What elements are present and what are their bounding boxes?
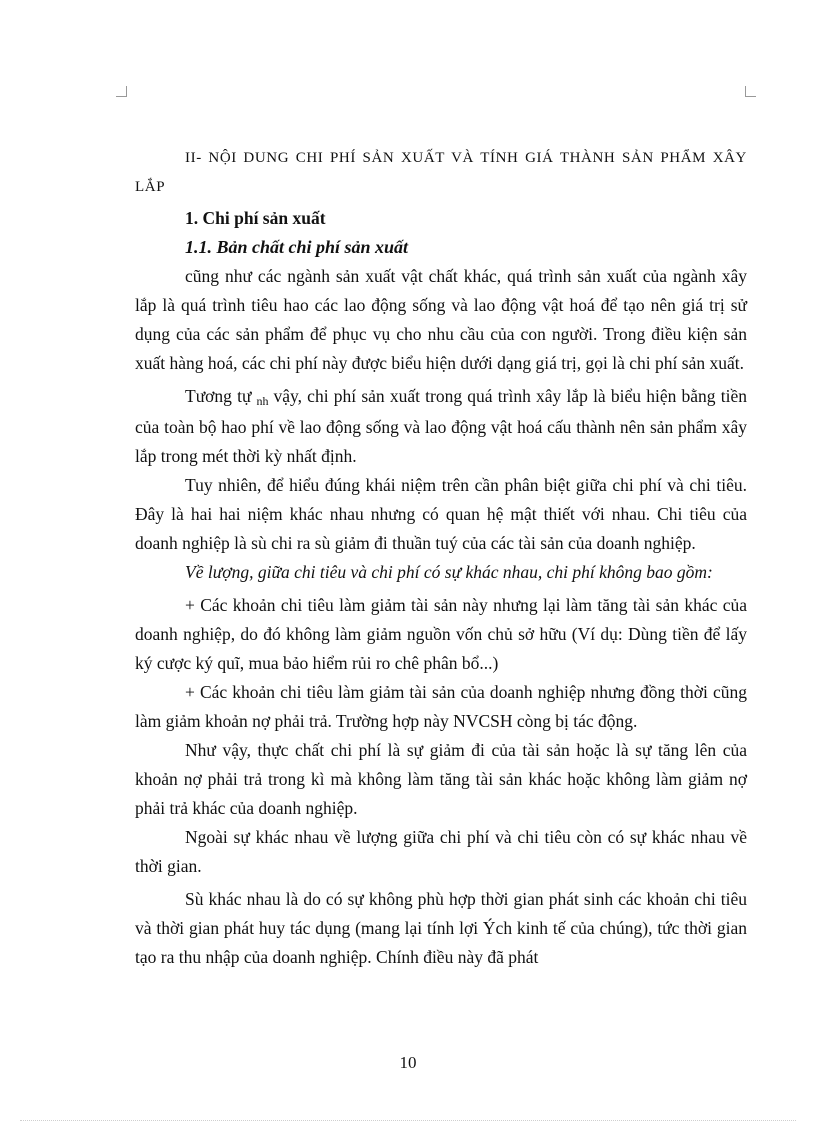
paragraph-9: Sù khác nhau là do có sự không phù hợp thời gian phát sinh các khoản chi tiêu và thời gian phát huy tác dụng (mang lại tính lợi Ých kinh tế của chúng), tức thời gian tạo ra thu nhập của doanh nghiệp. Chính điều này đã phát — [135, 889, 747, 967]
page-bottom-divider — [20, 1120, 796, 1121]
section-heading: II- NỘI DUNG CHI PHÍ SẢN XUẤT VÀ TÍNH GIÁ THÀNH SẢN PHẨM XÂY LẮP — [135, 150, 747, 195]
paragraph-6-bullet: + Các khoản chi tiêu làm giảm tài sản của doanh nghiệp nhưng đồng thời cũng làm giảm khoản nợ phải trả. Trường hợp này NVCSH còng bị tác động. — [135, 682, 747, 731]
paragraph-1: cũng như các ngành sản xuất vật chất khác, quá trình sản xuất của ngành xây lắp là quá trình tiêu hao các lao động sống và lao động vật hoá để tạo nên giá trị sử dụng của các sản phẩm để phục vụ cho nhu cầu của con người. Trong điều kiện sản xuất hàng hoá, các chi phí này được biểu hiện dưới dạng giá trị, gọi là chi phí sản xuất. — [135, 266, 747, 373]
paragraph-2-rest: vậy, chi phí sản xuất trong quá trình xây lắp là biểu hiện bằng tiền của toàn bộ hao phí về lao động sống và lao động vật hoá cấu thành nên sản phẩm xây lắp trong mét thời kỳ nhất định. — [135, 386, 747, 466]
heading-chi-phi-san-xuat: 1. Chi phí sản xuất — [185, 208, 326, 228]
paragraph-2-start: Tương tự — [185, 386, 252, 406]
crop-mark-top-right — [745, 86, 756, 97]
paragraph-2-fragment: nh — [256, 394, 269, 408]
paragraph-8: Ngoài sự khác nhau về lượng giữa chi phí và chi tiêu còn có sự khác nhau về thời gian. — [135, 827, 747, 876]
heading-ban-chat-chi-phi: 1.1. Bản chất chi phí sản xuất — [185, 237, 409, 257]
paragraph-4-italic: Về lượng, giữa chi tiêu và chi phí có sự khác nhau, chi phí không bao gồm: — [185, 562, 713, 582]
paragraph-7: Như vậy, thực chất chi phí là sự giảm đi của tài sản hoặc là sự tăng lên của khoản nợ phải trả trong kì mà không làm tăng tài sản khác hoặc không làm giảm nợ phải trả khác của doanh nghiệp. — [135, 740, 747, 818]
page-body — [135, 144, 747, 972]
paragraph-3: Tuy nhiên, để hiểu đúng khái niệm trên cần phân biệt giữa chi phí và chi tiêu. Đây là hai hai niệm khác nhau nhưng có quan hệ mật thiết với nhau. Chi tiêu của doanh nghiệp là sù chi ra sù giảm đi thuần tuý của các tài sản của doanh nghiệp. — [135, 475, 747, 553]
crop-mark-top-left — [116, 86, 127, 97]
paragraph-2 — [135, 382, 747, 471]
paragraph-5-bullet: + Các khoản chi tiêu làm giảm tài sản này nhưng lại làm tăng tài sản khác của doanh nghiệp, do đó không làm giảm nguồn vốn chủ sở hữu (Ví dụ: Dùng tiền để lấy ký cược ký quĩ, mua bảo hiểm rủi ro chê phân bổ...) — [135, 595, 747, 673]
page-number: 10 — [399, 1053, 417, 1072]
